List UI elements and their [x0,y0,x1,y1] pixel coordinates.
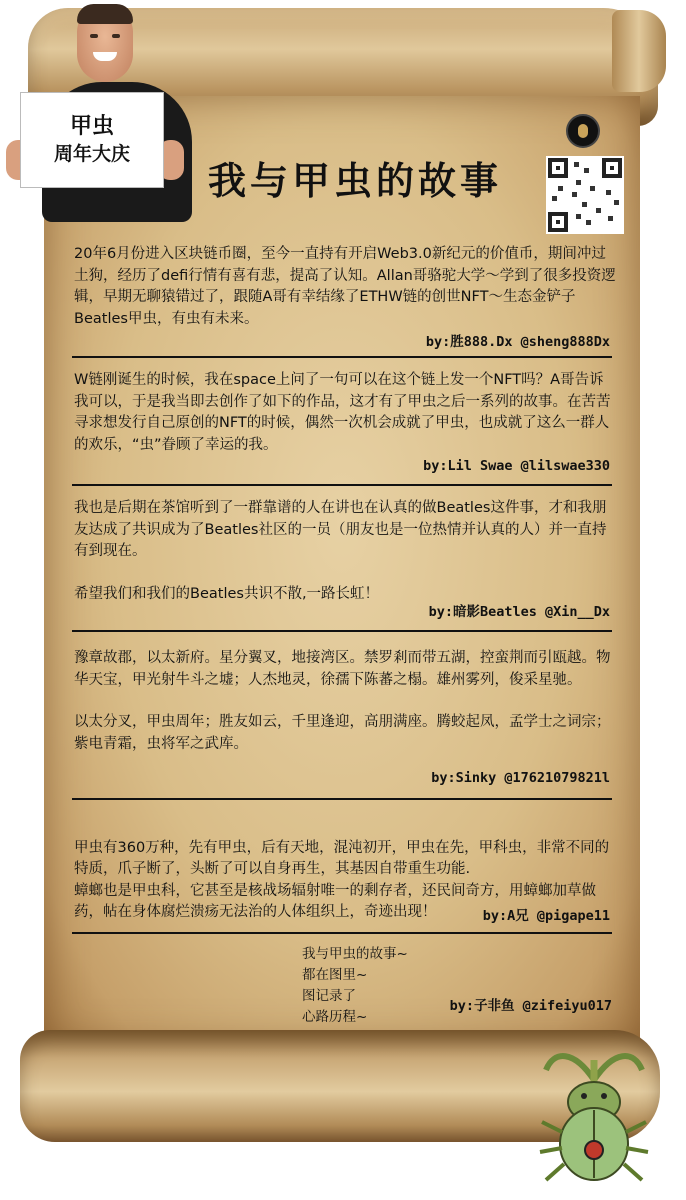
anniversary-sign [20,92,164,188]
story-paragraph: 以太分叉，甲虫周年；胜友如云，千里逢迎，高朋满座。腾蛟起凤，孟学士之词宗；紫电青霜，虫将军之武库。 [74,714,611,752]
divider [72,484,612,486]
divider [72,356,612,358]
sign-line-2: 周年大庆 [53,143,130,165]
qr-code-icon [546,156,624,234]
beetle-mascot-icon [534,1040,654,1190]
story-byline: by:Sinky @17621079821l [431,770,610,786]
story-paragraph: W链刚诞生的时候，我在space上问了一句可以在这个链上发一个NFT吗？A哥告诉我可以，于是我当即去创作了如下的作品，这才有了甲虫之后一系列的故事。在苦苦寻求想发行自己原创的NFT的时候，偶然一次机会成就了甲虫，也成就了这么一群人的欢乐，“虫”眷顾了幸运的我。 [74,372,611,453]
closing-line: 都在图里~ [302,967,368,983]
closing-line: 图记录了 [302,988,356,1004]
avatar-eye [90,34,98,38]
closing-line: 心路历程~ [302,1009,368,1025]
avatar-eye [112,34,120,38]
divider [72,798,612,800]
avatar-hair [77,4,133,24]
sign-line-1: 甲虫 [69,113,114,139]
closing-note [302,944,408,1028]
story-byline: by:A兄 @pigape11 [482,908,610,924]
story-byline: by:胜888.Dx @sheng888Dx [425,334,610,350]
story-paragraph: 希望我们和我们的Beatles共识不散,一路长虹！ [74,585,380,602]
avatar [0,0,200,226]
story-section [74,370,616,456]
closing-byline: by:子非鱼 @zifeiyu017 [449,998,612,1014]
story-byline: by:暗影Beatles @Xin__Dx [428,604,610,620]
story-section [74,648,616,755]
divider [72,630,612,632]
page-title: 我与甲虫的故事 [208,158,503,203]
story-paragraph: 甲虫有360万种，先有甲虫，后有天地，混沌初开，甲虫在先，甲科虫，非常不同的特质，爪子断了，头断了可以自身再生，其基因自带重生功能. 蟑螂也是甲虫科，它甚至是核战场辐射唯一的剩存者，还民间奇方，用蟑螂加草做药，帖在身体腐烂溃疡无法治的人体组织上，奇迹出现！ [74,839,610,920]
story-paragraph: 20年6月份进入区块链币圈，至今一直持有开启Web3.0新纪元的价值币，期间冲过土狗，经历了defi行情有喜有悲，提高了认知。Allan哥骆驼大学～学到了很多投资逻辑，早期无聊猿错过了，跟随A哥有幸结缘了ETHW链的创世NFT～生态金铲子Beatles甲虫，有虫有未来。 [74,246,616,327]
story-section [74,498,616,605]
divider [72,932,612,934]
beetle-logo-icon [566,114,600,148]
story-byline: by:Lil Swae @lilswae330 [423,458,610,474]
story-section [74,816,616,945]
story-paragraph: 我也是后期在茶馆听到了一群靠谱的人在讲也在认真的做Beatles这件事，才和我朋友达成了共识成为了Beatles社区的一员（朋友也是一位热情并认真的人）并一直持有到现在。 [74,500,607,559]
scroll-tab [612,10,666,92]
story-section [74,244,616,330]
closing-line: 我与甲虫的故事~ [302,946,408,962]
story-paragraph: 豫章故郡，以太新府。星分翼叉，地接湾区。禁罗剎而带五湖，控蛮荆而引瓯越。物华天宝，甲光射牛斗之墟；人杰地灵，徐孺下陈蕃之榻。雄州雾列，俊采星驰。 [74,650,611,688]
